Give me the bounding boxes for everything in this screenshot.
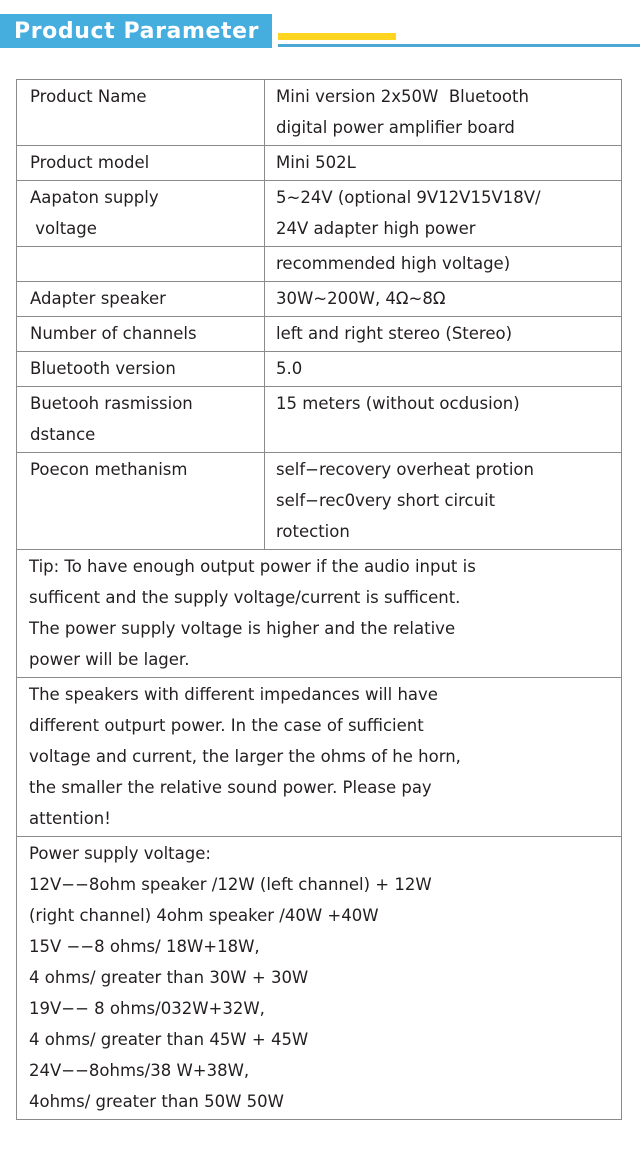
text-line: the smaller the relative sound power. Please pay <box>29 778 432 797</box>
text-line: The power supply voltage is higher and the relative <box>29 619 456 638</box>
spec-value-cell <box>265 352 622 387</box>
text-line: Tip: To have enough output power if the audio input is <box>29 557 476 576</box>
table-note-row <box>17 550 622 678</box>
text-line: 12V−−8ohm speaker /12W (left channel) + 12W <box>29 875 432 894</box>
text-line: Aapaton supply <box>30 188 159 207</box>
table-row <box>17 352 622 387</box>
spec-label-cell <box>17 181 265 247</box>
text-line: power will be lager. <box>29 650 190 669</box>
text-line: recommended high voltage) <box>276 254 511 273</box>
spec-value-cell <box>265 317 622 352</box>
note-cell <box>17 678 622 837</box>
spec-value-cell <box>265 387 622 453</box>
table-row <box>17 317 622 352</box>
header-yellow-accent-bar <box>278 33 396 40</box>
spec-label-cell <box>17 247 265 282</box>
note-cell <box>17 837 622 1120</box>
spec-value-cell <box>265 80 622 146</box>
text-line: 15V −−8 ohms/ 18W+18W, <box>29 937 260 956</box>
note-cell <box>17 550 622 678</box>
page-title: Product Parameter <box>14 18 260 44</box>
text-line: voltage <box>30 219 97 238</box>
spec-label-cell <box>17 453 265 550</box>
spec-label-cell <box>17 80 265 146</box>
spec-label-cell <box>17 282 265 317</box>
spec-value-cell <box>265 146 622 181</box>
table-row <box>17 80 622 146</box>
spec-value-cell <box>265 282 622 317</box>
text-line: attention! <box>29 809 111 828</box>
spec-table-body <box>17 80 622 1120</box>
text-line: voltage and current, the larger the ohms of he horn, <box>29 747 461 766</box>
text-line: Power supply voltage: <box>29 844 211 863</box>
text-line: left and right stereo (Stereo) <box>276 324 513 343</box>
table-row <box>17 282 622 317</box>
spec-label-cell <box>17 352 265 387</box>
text-line: Product model <box>30 153 150 172</box>
text-line: self−rec0very short circuit <box>276 491 496 510</box>
text-line: Mini 502L <box>276 153 356 172</box>
table-row <box>17 181 622 247</box>
spec-value-cell <box>265 453 622 550</box>
spec-value-cell <box>265 181 622 247</box>
text-line: dstance <box>30 425 96 444</box>
text-line: sufficent and the supply voltage/current is sufficent. <box>29 588 461 607</box>
text-line: self−recovery overheat protion <box>276 460 534 479</box>
product-parameter-table <box>16 79 622 1120</box>
table-row <box>17 247 622 282</box>
text-line: 19V−− 8 ohms/032W+32W, <box>29 999 265 1018</box>
text-line: Number of channels <box>30 324 197 343</box>
text-line: Poecon methanism <box>30 460 188 479</box>
table-row <box>17 387 622 453</box>
text-line: different outpurt power. In the case of sufficient <box>29 716 424 735</box>
text-line: digital power amplifier board <box>276 118 515 137</box>
spec-value-cell <box>265 247 622 282</box>
text-line: 24V−−8ohms/38 W+38W, <box>29 1061 250 1080</box>
text-line: Bluetooth version <box>30 359 176 378</box>
table-row <box>17 453 622 550</box>
table-row <box>17 146 622 181</box>
text-line: Product Name <box>30 87 147 106</box>
text-line: 4 ohms/ greater than 30W + 30W <box>29 968 309 987</box>
text-line: The speakers with different impedances will have <box>29 685 438 704</box>
text-line: 4 ohms/ greater than 45W + 45W <box>29 1030 309 1049</box>
spec-label-cell <box>17 146 265 181</box>
text-line: 15 meters (without ocdusion) <box>276 394 520 413</box>
text-line: 24V adapter high power <box>276 219 476 238</box>
text-line: Adapter speaker <box>30 289 166 308</box>
table-note-row <box>17 837 622 1120</box>
text-line: Mini version 2x50W Bluetooth <box>276 87 529 106</box>
spec-label-cell <box>17 387 265 453</box>
text-line: 4ohms/ greater than 50W 50W <box>29 1092 284 1111</box>
text-line: rotection <box>276 522 350 541</box>
header-blue-rule <box>278 44 640 47</box>
text-line: (right channel) 4ohm speaker /40W +40W <box>29 906 379 925</box>
text-line: 5~24V (optional 9V12V15V18V/ <box>276 188 541 207</box>
page-header <box>0 0 640 60</box>
text-line: Buetooh rasmission <box>30 394 193 413</box>
text-line: 30W~200W, 4Ω~8Ω <box>276 289 446 308</box>
spec-label-cell <box>17 317 265 352</box>
page-header-title-block <box>0 14 272 48</box>
text-line: 5.0 <box>276 359 303 378</box>
table-note-row <box>17 678 622 837</box>
